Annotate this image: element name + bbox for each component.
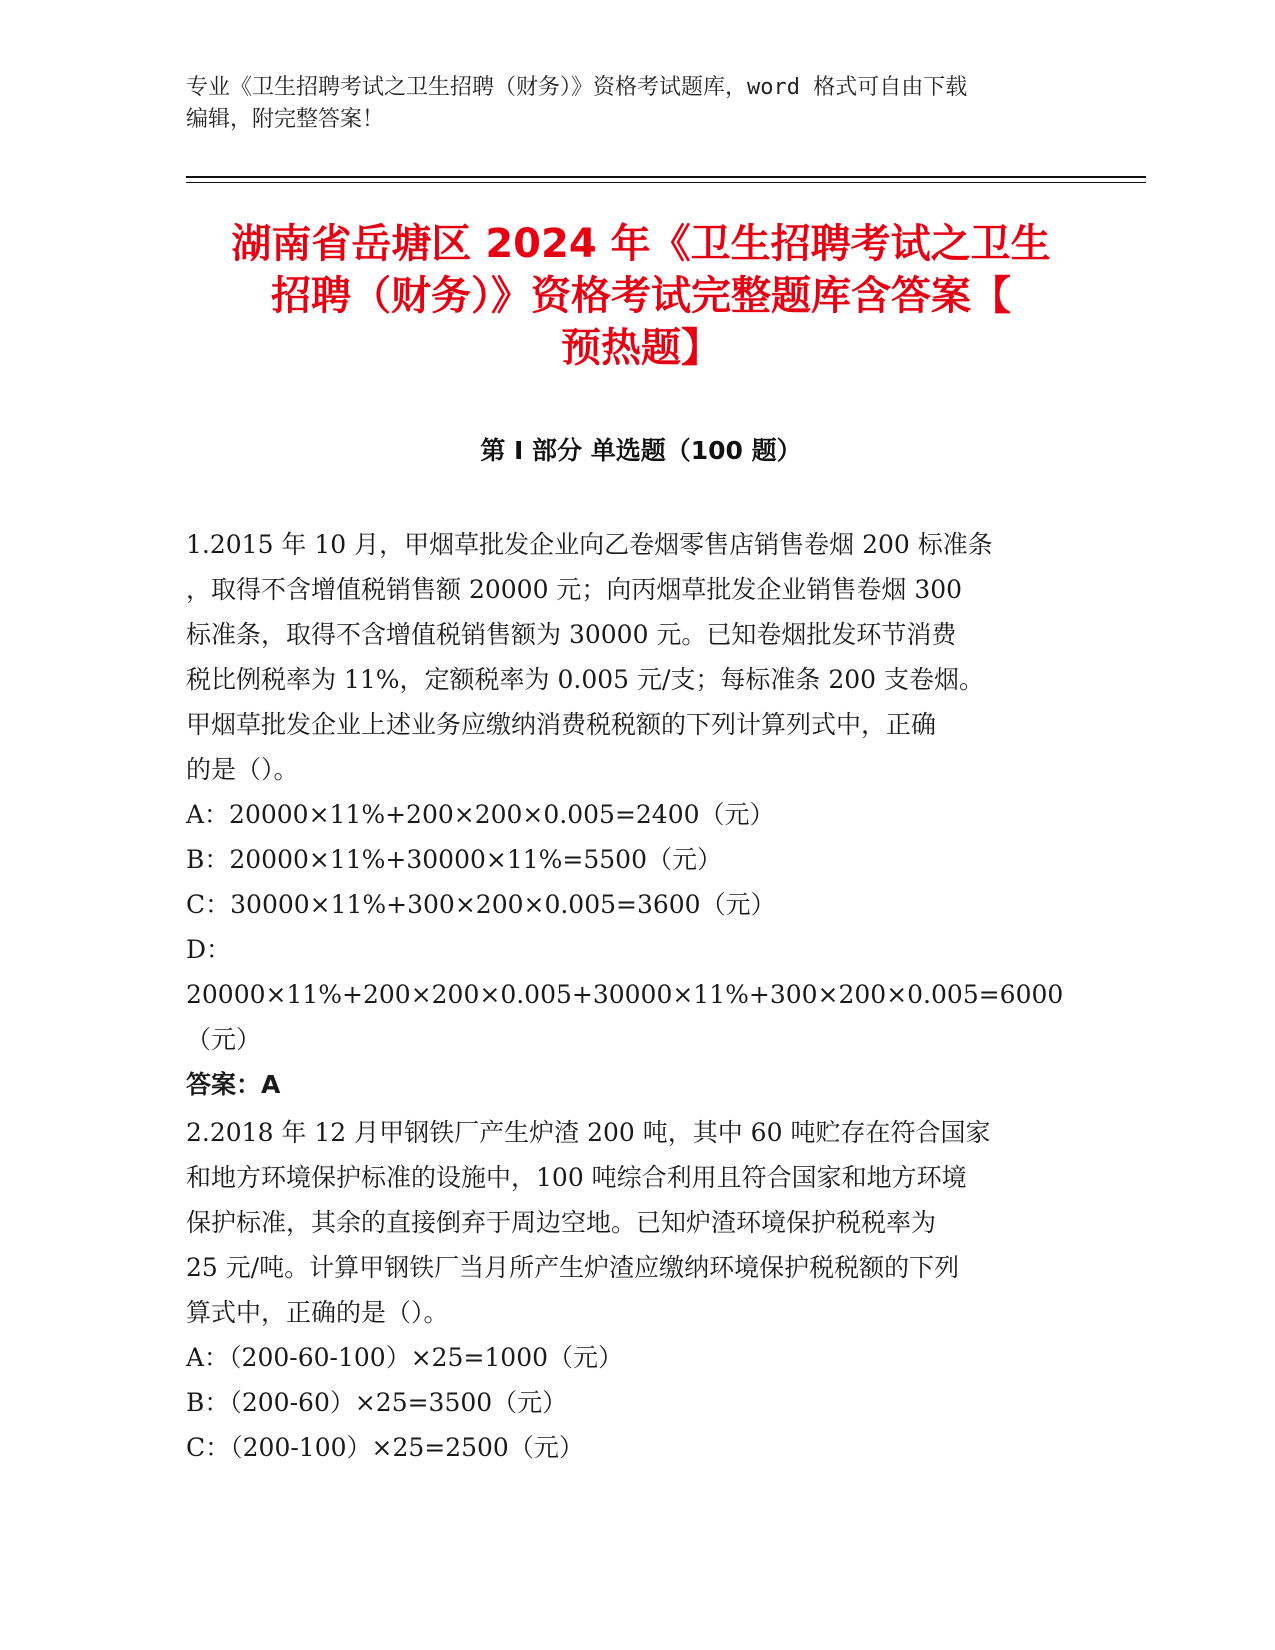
question-stem-line: 标准条，取得不含增值税销售额为 30000 元。已知卷烟批发环节消费 [186,620,957,649]
answer: 答案：A [186,1070,281,1099]
question-stem-line: 和地方环境保护标准的设施中，100 吨综合利用且符合国家和地方环境 [186,1163,967,1192]
question-stem-line: 25 元/吨。计算甲钢铁厂当月所产生炉渣应缴纳环境保护税税额的下列 [186,1253,960,1282]
option-b: B：20000×11%+30000×11%=5500（元） [186,845,722,874]
header-divider-thin [186,182,1146,183]
title-line: 预热题】 [561,325,721,371]
header-divider [186,176,1146,178]
question-stem-line: 税比例税率为 11%，定额税率为 0.005 元/支；每标准条 200 支卷烟。 [186,665,985,694]
question-stem-line: 甲烟草批发企业上述业务应缴纳消费税税额的下列计算列式中，正确 [186,710,937,739]
header-note-line: 专业《卫生招聘考试之卫生招聘（财务）》资格考试题库，word 格式可自由下载 [186,75,968,100]
option-d-continued: （元） [186,1025,262,1054]
option-c: C：30000×11%+300×200×0.005=3600（元） [186,890,776,919]
question-2 [186,1110,1086,1470]
option-c: C：（200-100）×25=2500（元） [186,1433,584,1462]
question-stem-line: 1.2015 年 10 月，甲烟草批发企业向乙卷烟零售店销售卷烟 200 标准条 [186,530,993,559]
title-line: 招聘（财务）》资格考试完整题库含答案【 [271,273,1011,319]
option-a: A：20000×11%+200×200×0.005=2400（元） [186,800,775,829]
question-stem-line: 保护标准，其余的直接倒弃于周边空地。已知炉渣环境保护税税率为 [186,1208,937,1237]
header-note-line: 编辑，附完整答案！ [186,107,385,132]
section-heading: 第 I 部分 单选题（100 题） [480,436,802,465]
question-1 [186,522,1086,1107]
option-d: D：20000×11%+200×200×0.005+30000×11%+300×200×0.005=6000 [186,935,1064,1009]
question-stem-line: 算式中，正确的是（）。 [186,1298,449,1327]
question-stem-line: 2.2018 年 12 月甲钢铁厂产生炉渣 200 吨，其中 60 吨贮存在符合国家 [186,1118,991,1147]
question-stem-line: ，取得不含增值税销售额 20000 元；向丙烟草批发企业销售卷烟 300 [186,575,963,604]
document-title [186,218,1096,374]
option-b: B：（200-60）×25=3500（元） [186,1388,568,1417]
title-line: 湖南省岳塘区 2024 年《卫生招聘考试之卫生 [231,221,1051,267]
question-stem-line: 的是（）。 [186,755,299,784]
header-note [186,72,1066,136]
option-a: A：（200-60-100）×25=1000（元） [186,1343,624,1372]
